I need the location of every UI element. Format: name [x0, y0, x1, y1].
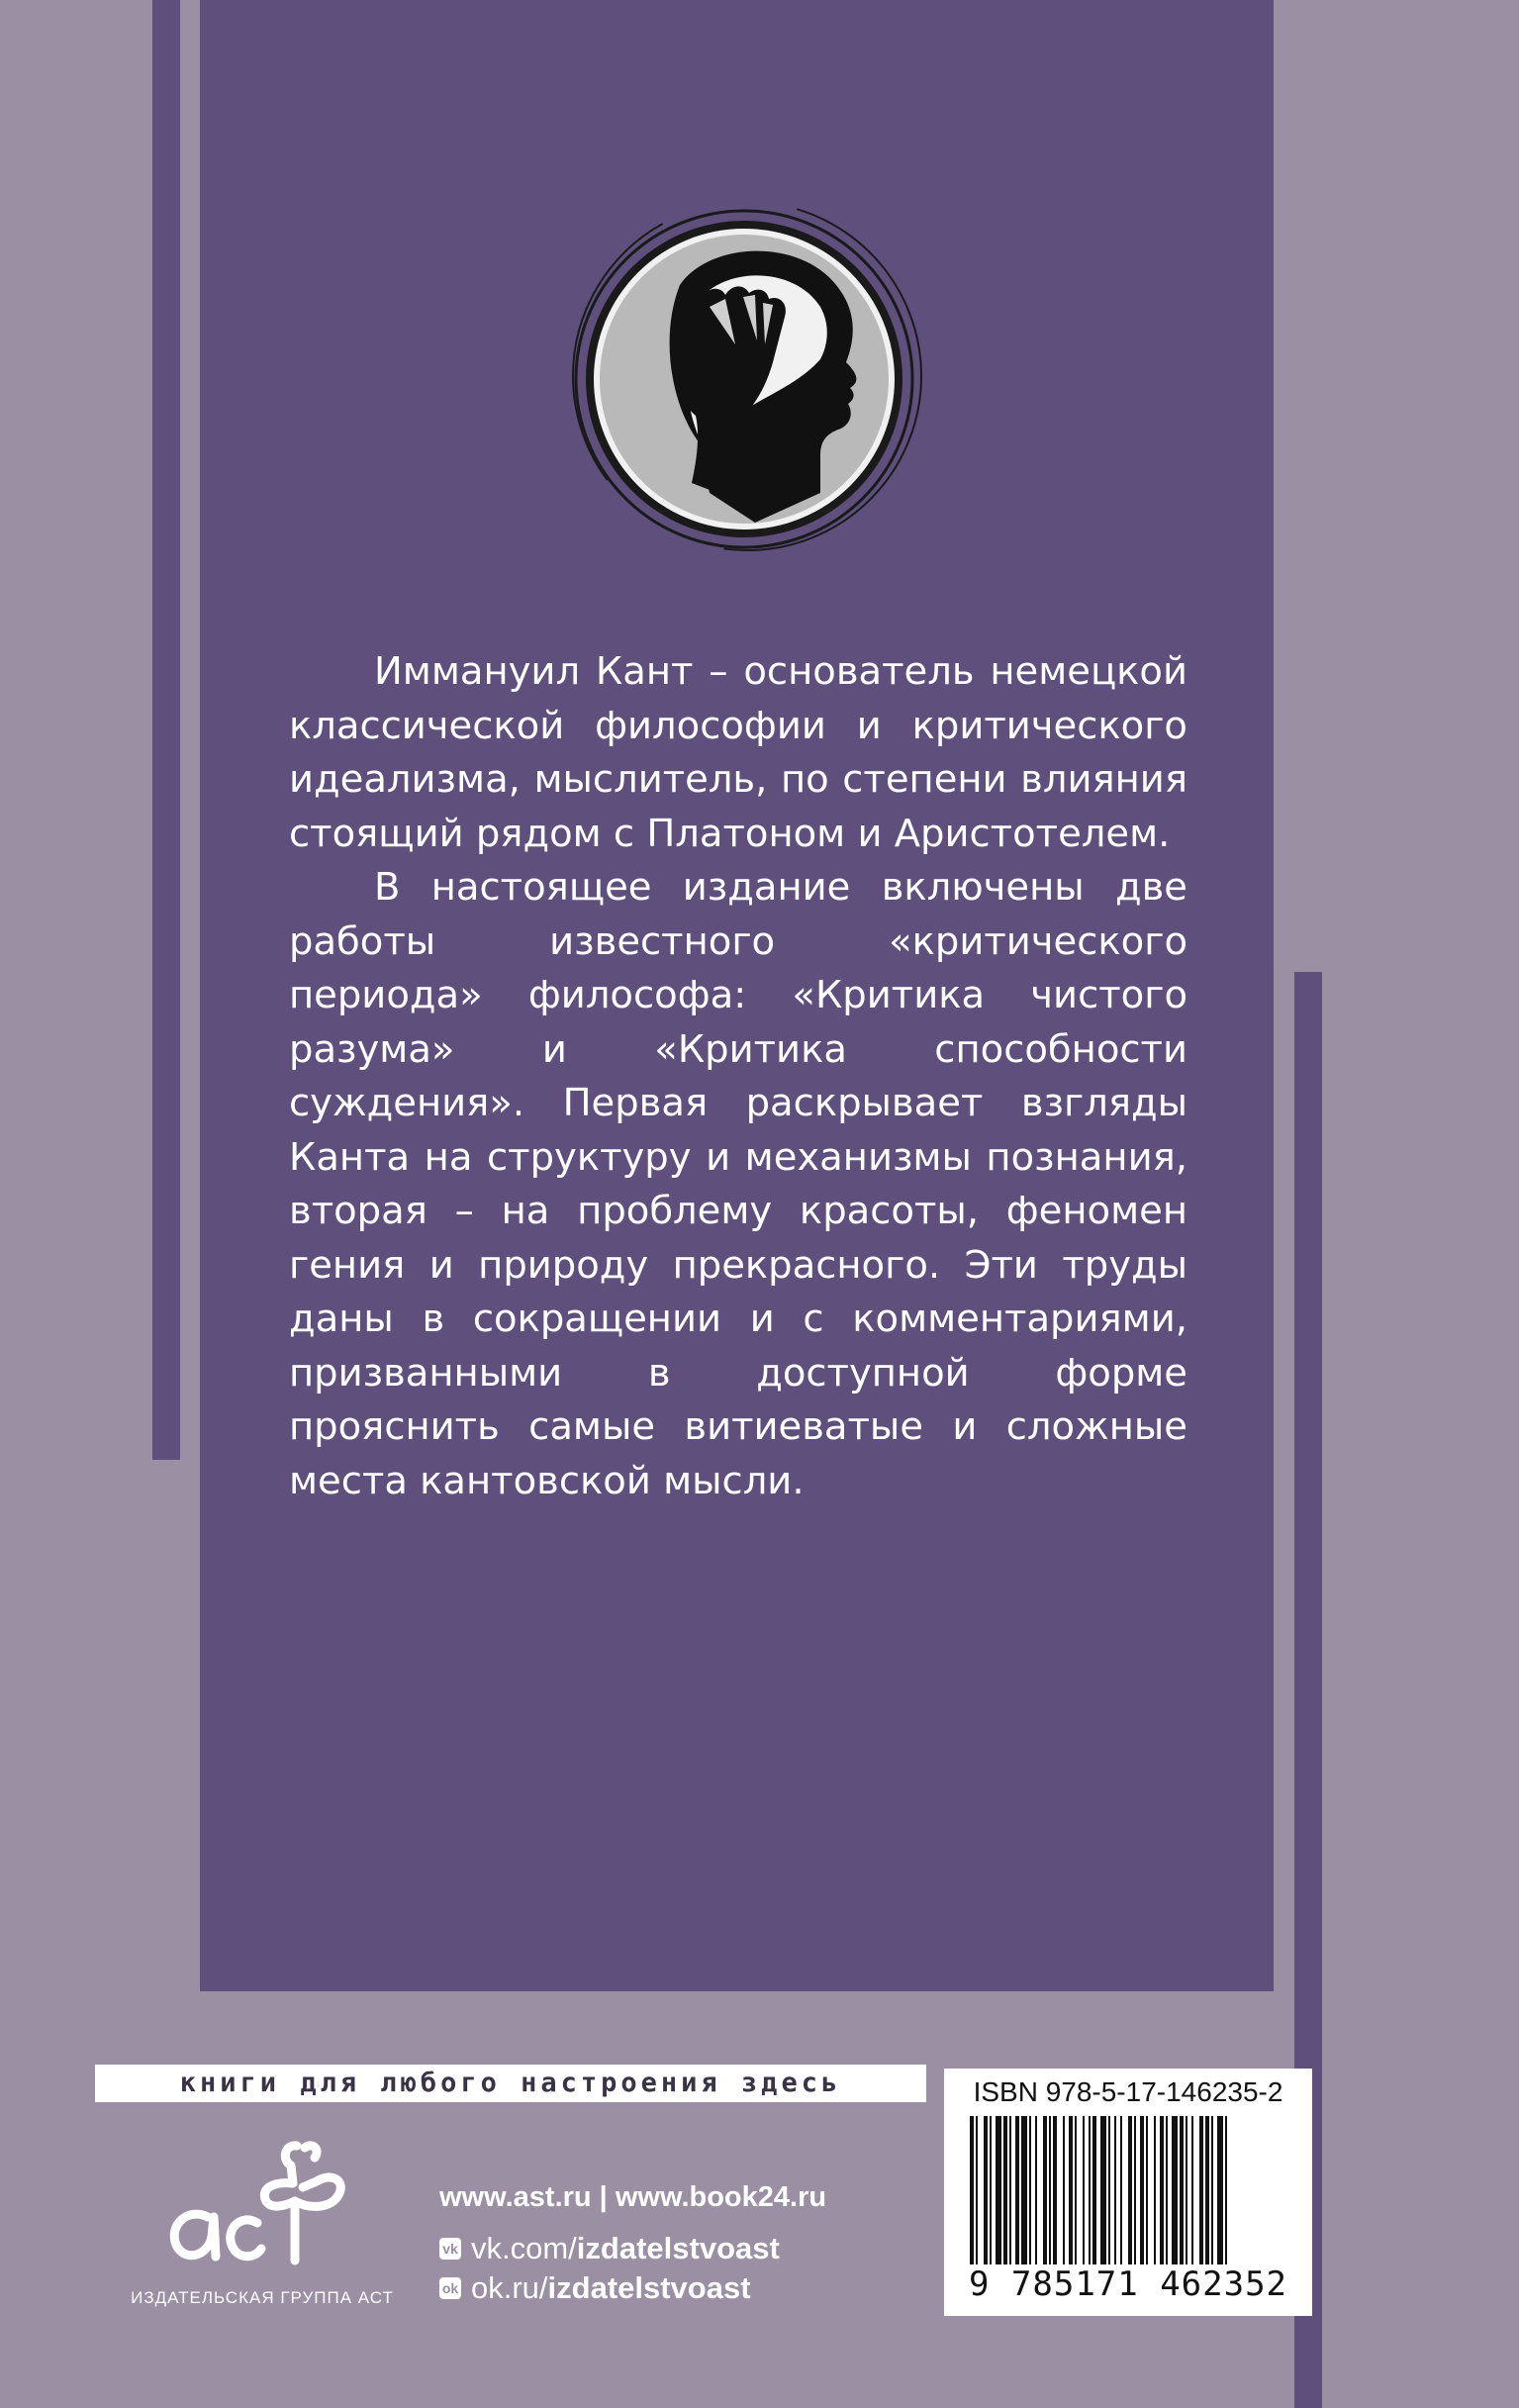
barcode-bar [1172, 2116, 1178, 2264]
website-links[interactable]: www.ast.ru | www.book24.ru [439, 2181, 827, 2213]
barcode-bar [1035, 2116, 1037, 2264]
barcode-bar [984, 2116, 988, 2264]
barcode-bar [1146, 2116, 1148, 2264]
barcode-bar [1120, 2116, 1122, 2264]
isbn-barcode-box [944, 2069, 1312, 2316]
isbn-label: ISBN 978-5-17-146235-2 [973, 2076, 1283, 2107]
tagline-banner: книги для любого настроения здесь [95, 2065, 926, 2102]
vk-link[interactable] [439, 2229, 826, 2268]
odnoklassniki-icon: ok [439, 2277, 461, 2299]
description-paragraph-1: Иммануил Кант – основатель немецкой классической философии и критического идеализма, мыслитель, по степени влияния стоящий рядом с Платоном и Аристотелем. [289, 649, 1187, 856]
barcode-bar [990, 2116, 992, 2264]
ast-logo-icon [158, 2126, 366, 2274]
barcode-bar [976, 2116, 978, 2264]
barcode-bar [1083, 2116, 1085, 2264]
barcode-bar [1211, 2116, 1213, 2264]
barcode-bar [1205, 2116, 1209, 2264]
barcode-bar [1100, 2116, 1106, 2264]
barcode-digits: 9 785171 462352 [968, 2264, 1288, 2304]
vk-icon: vk [439, 2238, 461, 2260]
ok-link-prefix: ok.ru/ [471, 2270, 548, 2305]
barcode-bar [1160, 2116, 1164, 2264]
barcode-bar [1009, 2116, 1011, 2264]
barcode-bar [1069, 2116, 1073, 2264]
ok-link-handle: izdatelstvoast [547, 2270, 751, 2305]
barcode-bar [1043, 2116, 1047, 2264]
vk-link-prefix: vk.com/ [471, 2231, 577, 2265]
barcode-bar [1140, 2116, 1144, 2264]
barcode-bar [1021, 2116, 1027, 2264]
barcode-bar [1225, 2116, 1227, 2264]
barcode-bar [1053, 2116, 1057, 2264]
barcode-bar [1089, 2116, 1091, 2264]
publisher-links [439, 2177, 826, 2308]
barcode-bar [1063, 2116, 1065, 2264]
barcode-bar [1128, 2116, 1132, 2264]
barcode-bar [1134, 2116, 1136, 2264]
barcode-bar [1075, 2116, 1077, 2264]
barcode-bar [1217, 2116, 1223, 2264]
barcode-bar [1092, 2116, 1096, 2264]
left-decorative-stripe [152, 0, 180, 1460]
barcode-bar [1003, 2116, 1007, 2264]
barcode-bar [970, 2116, 974, 2264]
vk-link-handle: izdatelstvoast [576, 2231, 780, 2265]
barcode-bar [1015, 2116, 1019, 2264]
barcode-bar [1154, 2116, 1156, 2264]
barcode-bar [996, 2116, 1001, 2264]
publisher-name: ИЗДАТЕЛЬСКАЯ ГРУППА АСТ [131, 2288, 394, 2307]
barcode-bar [1180, 2116, 1184, 2264]
description-paragraph-2: В настоящее издание включены две работы известного «критического периода» философа: «Критика чистого разума» и «Критика способности суждения». Первая раскрывает взгляды Канта на структуру и механизмы познания, вторая – на проблему красоты, феномен гения и природу прекрасного. Эти труды даны в сокращении и с комментариями, призванными в доступной форме прояснить самые витиеватые и сложные места кантовской мысли. [289, 865, 1187, 1503]
barcode-bar [1029, 2116, 1031, 2264]
barcode-bar [1191, 2116, 1193, 2264]
barcode-bar [1199, 2116, 1203, 2264]
barcode-bar [1049, 2116, 1051, 2264]
book-description [289, 645, 1187, 1508]
barcode-icon [970, 2116, 1286, 2264]
hand-and-head-profile-icon [561, 196, 927, 562]
barcode-bar [1186, 2116, 1187, 2264]
barcode-bar [1166, 2116, 1168, 2264]
barcode-bar [1114, 2116, 1116, 2264]
barcode-bar [1108, 2116, 1110, 2264]
ok-link[interactable] [439, 2268, 826, 2308]
